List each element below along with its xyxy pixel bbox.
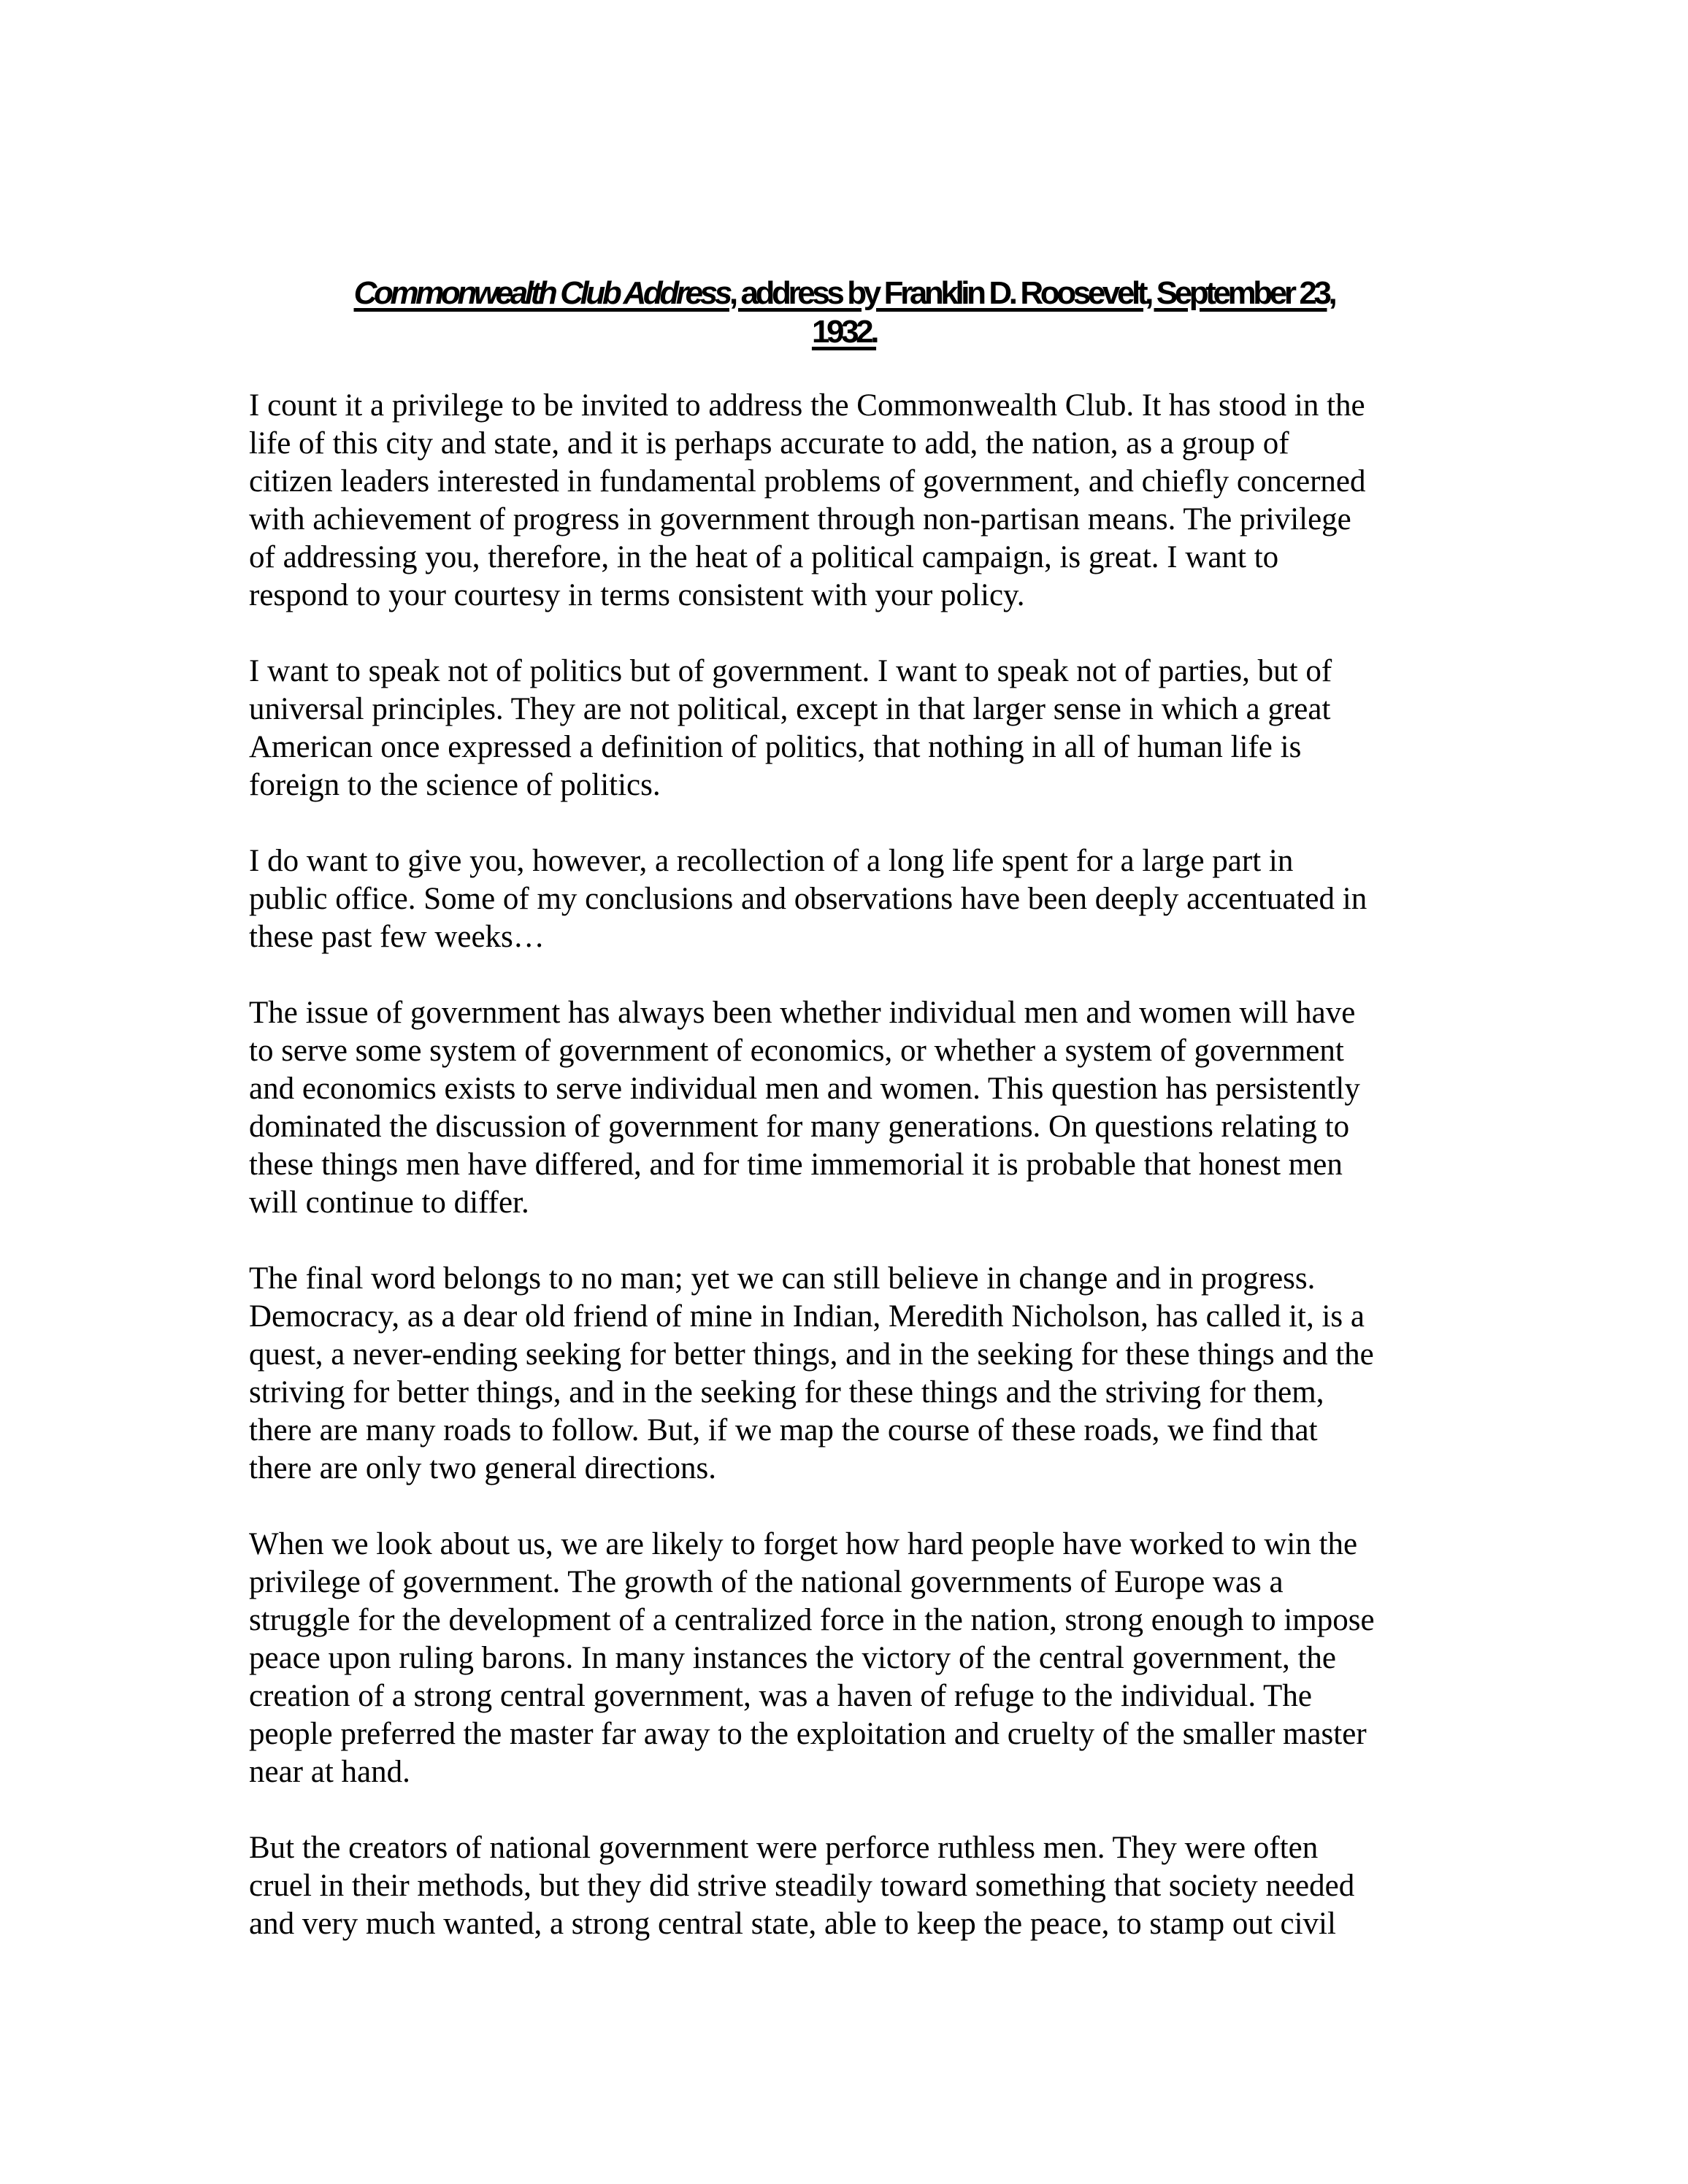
document-body [249, 387, 1490, 1981]
paragraph-3 [249, 842, 1490, 956]
text-line: public office. Some of my conclusions and observations have been deeply accentuated in [249, 882, 1367, 916]
text-line: universal principles. They are not political, except in that larger sense in which a great [249, 692, 1331, 726]
paragraph-6 [249, 1526, 1490, 1791]
text-line: creation of a strong central government, was a haven of refuge to the individual. The [249, 1679, 1312, 1713]
text-line: peace upon ruling barons. In many instances the victory of the central government, the [249, 1641, 1336, 1675]
title-speech-name: Commonwealth Club Address [353, 275, 729, 311]
text-line: When we look about us, we are likely to forget how hard people have worked to win the [249, 1527, 1358, 1561]
paragraph-7 [249, 1829, 1490, 1943]
text-line: I do want to give you, however, a recollection of a long life spent for a large part in [249, 844, 1294, 878]
paragraph-1 [249, 387, 1490, 615]
text-line: struggle for the development of a centralized force in the nation, strong enough to impose [249, 1603, 1375, 1637]
text-line: quest, a never-ending seeking for better things, and in the seeking for these things and the [249, 1337, 1374, 1372]
title-line-2 [0, 312, 1688, 351]
text-line: and very much wanted, a strong central state, able to keep the peace, to stamp out civil [249, 1907, 1336, 1941]
title-line-1 [0, 274, 1688, 312]
text-line: citizen leaders interested in fundamental problems of government, and chiefly concerned [249, 464, 1366, 499]
text-line: there are only two general directions. [249, 1451, 716, 1485]
text-line: with achievement of progress in government through non-partisan means. The privilege [249, 502, 1351, 537]
title-attribution: , address by Franklin D. Roosevelt, September 23, [729, 275, 1335, 311]
text-line: American once expressed a definition of politics, that nothing in all of human life is [249, 730, 1302, 764]
text-line: life of this city and state, and it is perhaps accurate to add, the nation, as a group of [249, 426, 1289, 461]
text-line: near at hand. [249, 1755, 410, 1789]
text-line: these things men have differed, and for time immemorial it is probable that honest men [249, 1147, 1343, 1182]
paragraph-2 [249, 653, 1490, 804]
text-line: foreign to the science of politics. [249, 768, 661, 802]
document-title [0, 274, 1688, 351]
text-line: dominated the discussion of government for many generations. On questions relating to [249, 1110, 1350, 1144]
paragraph-4 [249, 994, 1490, 1222]
text-line: Democracy, as a dear old friend of mine in Indian, Meredith Nicholson, has called it, is a [249, 1299, 1365, 1334]
text-line: striving for better things, and in the seeking for these things and the striving for them, [249, 1375, 1324, 1410]
text-line: will continue to differ. [249, 1185, 529, 1220]
text-line: to serve some system of government of economics, or whether a system of government [249, 1034, 1344, 1068]
text-line: people preferred the master far away to the exploitation and cruelty of the smaller master [249, 1717, 1367, 1751]
paragraph-5 [249, 1260, 1490, 1488]
title-underlined-1 [354, 275, 1335, 311]
text-line: and economics exists to serve individual men and women. This question has persistently [249, 1072, 1360, 1106]
text-line: But the creators of national government were perforce ruthless men. They were often [249, 1831, 1319, 1865]
text-line: there are many roads to follow. But, if we map the course of these roads, we find that [249, 1413, 1318, 1447]
text-line: cruel in their methods, but they did strive steadily toward something that society needed [249, 1869, 1355, 1903]
text-line: respond to your courtesy in terms consistent with your policy. [249, 578, 1025, 612]
text-line: privilege of government. The growth of the national governments of Europe was a [249, 1565, 1284, 1599]
text-line: I want to speak not of politics but of government. I want to speak not of parties, but of [249, 654, 1332, 688]
text-line: I count it a privilege to be invited to address the Commonwealth Club. It has stood in the [249, 388, 1365, 423]
title-year: 1932. [811, 314, 877, 350]
text-line: The final word belongs to no man; yet we can still believe in change and in progress. [249, 1261, 1316, 1296]
text-line: these past few weeks… [249, 920, 545, 954]
text-line: of addressing you, therefore, in the heat of a political campaign, is great. I want to [249, 540, 1279, 574]
text-line: The issue of government has always been whether individual men and women will have [249, 996, 1356, 1030]
